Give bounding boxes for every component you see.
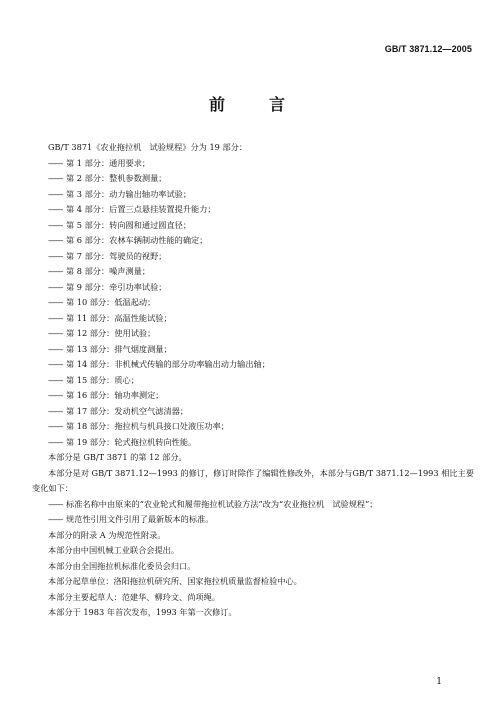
- parts-list: [32, 156, 474, 451]
- dash-mark: ——: [48, 421, 63, 431]
- part-item: [32, 218, 474, 234]
- dash-mark: ——: [48, 250, 63, 261]
- dash-mark: ——: [48, 359, 63, 369]
- part-item: [32, 187, 474, 203]
- part-item: [32, 280, 474, 296]
- part-item-text: 第 6 部分：农林车辆制动性能的确定；: [66, 235, 208, 245]
- part-item: [32, 342, 474, 358]
- dash-mark: ——: [48, 498, 63, 509]
- change-item-text: 标准名称中由原来的“农业轮式和履带拖拉机试验方法”改为“农业拖拉机 试验规程”；: [66, 498, 378, 509]
- part-item-text: 第 11 部分：高温性能试验；: [66, 312, 172, 323]
- dash-mark: ——: [48, 514, 63, 524]
- dash-mark: ——: [48, 297, 63, 307]
- part-item-text: 第 3 部分：动力输出轴功率试验；: [66, 188, 192, 199]
- part-item-text: 第 15 部分：质心；: [66, 374, 139, 385]
- proposed-by-line: 本部分由中国机械工业联合会提出。: [48, 545, 180, 555]
- part-item: [32, 326, 474, 342]
- this-part-line: 本部分是 GB/T 3871 的第 12 部分。: [48, 452, 187, 462]
- part-item-text: 第 12 部分：使用试验；: [66, 328, 156, 338]
- part-item: [32, 388, 474, 404]
- standard-code: GB/T 3871.12—2005: [384, 44, 472, 54]
- intro-line: GB/T 3871《农业拖拉机 试验规程》分为 19 部分：: [48, 142, 248, 152]
- part-item-text: 第 2 部分：整机参数测量；: [66, 173, 167, 183]
- body-text: [32, 140, 474, 621]
- dash-mark: ——: [48, 328, 63, 338]
- dash-mark: ——: [48, 188, 63, 199]
- part-item-text: 第 17 部分：发动机空气滤清器；: [66, 405, 189, 416]
- part-item-text: 第 8 部分：噪声测量；: [66, 266, 151, 276]
- part-item: [32, 311, 474, 327]
- dash-mark: ——: [48, 343, 63, 354]
- dash-mark: ——: [48, 173, 63, 183]
- page-title: 前 言: [208, 95, 299, 114]
- revision-paragraph: 本部分是对 GB/T 3871.12—1993 的修订，修订时除作了编辑性修改外，本部分与GB/T 3871.12—1993 相比主要变化如下：: [32, 467, 474, 493]
- drafted-by-line: 本部分起草单位：洛阳拖拉机研究所、国家拖拉机质量监督检验中心。: [48, 576, 302, 586]
- page-number: 1: [436, 677, 442, 687]
- drafters-line: 本部分主要起草人：范建华、柳玲文、尚项绳。: [48, 591, 220, 602]
- change-item-2: [32, 512, 474, 528]
- dash-mark: ——: [48, 281, 63, 292]
- dash-mark: ——: [48, 405, 63, 416]
- managed-by-line: 本部分由全国拖拉机标准化委员会归口。: [48, 560, 196, 571]
- part-item-text: 第 7 部分：驾驶员的视野；: [66, 250, 167, 261]
- part-item-text: 第 16 部分：轴功率测定；: [66, 390, 164, 400]
- part-item-text: 第 10 部分：低温起动；: [66, 297, 156, 307]
- change-item-text: 规范性引用文件引用了最新版本的标准。: [66, 514, 214, 524]
- part-item-text: 第 1 部分：通用要求；: [66, 157, 151, 168]
- part-item-text: 第 14 部分：非机械式传输的部分功率输出动力输出轴；: [66, 359, 270, 369]
- part-item: [32, 249, 474, 265]
- part-item: [32, 264, 474, 280]
- part-item-text: 第 4 部分：后置三点悬挂装置提升能力；: [66, 204, 216, 214]
- part-item: [32, 435, 474, 451]
- dash-mark: ——: [48, 219, 63, 230]
- part-item: [32, 202, 474, 218]
- dash-mark: ——: [48, 157, 63, 168]
- part-item-text: 第 18 部分：拖拉机与机具接口处液压功率；: [66, 421, 229, 431]
- part-item: [32, 233, 474, 249]
- dash-mark: ——: [48, 266, 63, 276]
- dash-mark: ——: [48, 436, 63, 447]
- part-item-text: 第 9 部分：牵引功率试验；: [66, 281, 167, 292]
- part-item-text: 第 19 部分：轮式拖拉机转向性能。: [66, 436, 197, 447]
- part-item: [32, 404, 474, 420]
- part-item: [32, 156, 474, 172]
- part-item: [32, 357, 474, 373]
- part-item-text: 第 13 部分：排气烟度测量；: [66, 343, 172, 354]
- part-item: [32, 373, 474, 389]
- dash-mark: ——: [48, 312, 63, 323]
- part-item: [32, 295, 474, 311]
- appendix-line: 本部分的附录 A 为规范性附录。: [48, 529, 166, 540]
- dash-mark: ——: [48, 204, 63, 214]
- part-item: [32, 419, 474, 435]
- part-item-text: 第 5 部分：转向圆和通过圆直径；: [66, 219, 192, 230]
- dash-mark: ——: [48, 390, 63, 400]
- dash-mark: ——: [48, 235, 63, 245]
- part-item: [32, 171, 474, 187]
- change-item-1: [32, 497, 474, 513]
- dash-mark: ——: [48, 374, 63, 385]
- history-line: 本部分于 1983 年首次发布，1993 年第一次修订。: [48, 607, 237, 617]
